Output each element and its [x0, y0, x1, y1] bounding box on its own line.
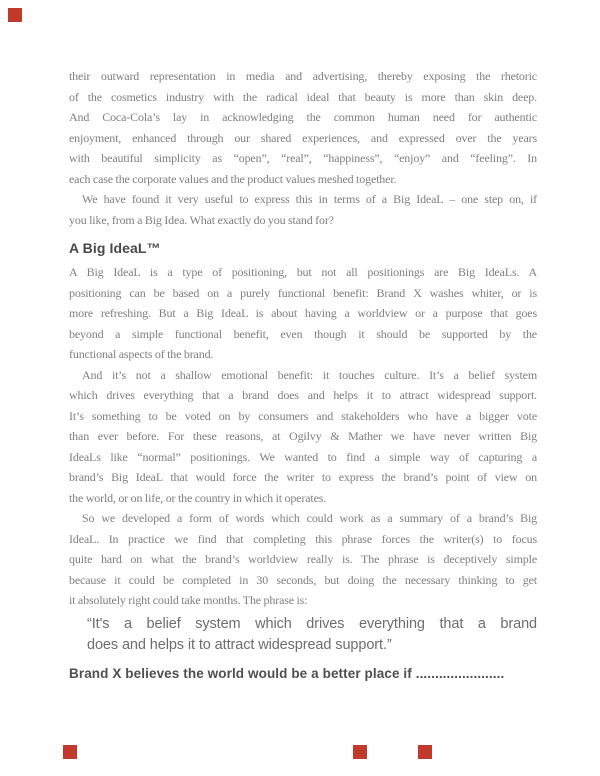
text-line: with beautiful simplicity as “open”, “real”, “happiness”, “enjoy” and “feeling”. In [69, 151, 537, 165]
body-paragraph-2 [69, 189, 537, 230]
text-line: it absolutely right could take months. The phrase is: [69, 593, 308, 607]
text-line: And it’s not a shallow emotional benefit: it touches culture. It’s a belief system [82, 367, 537, 382]
body-paragraph-3 [69, 262, 537, 365]
section-heading: A Big IdeaL™ [69, 240, 161, 256]
text-line: A Big IdeaL is a type of positioning, but not all positionings are Big IdeaLs. A [69, 265, 537, 279]
pull-quote [87, 614, 537, 656]
text-line: of the cosmetics industry with the radical ideal that beauty is more than skin deep. [69, 89, 537, 104]
red-square-marker-icon [8, 8, 22, 22]
text-line: beyond a simple functional benefit, even though it should be supported by the [69, 326, 537, 341]
text-line: the world, or on life, or the country in which it operates. [69, 490, 327, 505]
text-line: enjoyment, enhanced through our shared experiences, and expressed over the years [69, 130, 537, 145]
text-line: And Coca-Cola’s lay in acknowledging the common human need for authentic [69, 110, 537, 124]
brand-x-statement: Brand X believes the world would be a better place if ....................... [69, 665, 505, 681]
body-paragraph-1 [69, 66, 537, 189]
body-paragraph-4 [69, 365, 537, 509]
red-square-marker-icon [418, 745, 432, 759]
text-line: IdeaLs like “normal” positionings. We wanted to find a simple way of capturing a [69, 449, 537, 464]
text-line: It’s something to be voted on by consumers and stakeholders who have a bigger vote [69, 408, 537, 423]
text-line: you like, from a Big Idea. What exactly do you stand for? [69, 212, 334, 227]
text-line: “It's a belief system which drives everything that a brand [87, 615, 537, 632]
body-paragraph-5 [69, 508, 537, 611]
text-line: each case the corporate values and the product values meshed together. [69, 171, 397, 186]
page-text-content [69, 66, 537, 683]
text-line: So we developed a form of words which could work as a summary of a brand’s Big [82, 511, 537, 525]
text-line: IdeaL. In practice we find that completing this phrase forces the writer(s) to focus [69, 531, 537, 546]
red-square-marker-icon [63, 745, 77, 759]
text-line: positioning can be based on a purely functional benefit: Brand X washes whiter, or is [69, 285, 537, 300]
text-line: which drives everything that a brand does and helps it to attract widespread support. [69, 388, 537, 402]
text-line: We have found it very useful to express this in terms of a Big IdeaL – one step on, if [82, 192, 537, 206]
text-line: more refreshing. But a Big IdeaL is about having a worldview or a purpose that goes [69, 306, 537, 320]
text-line: because it could be completed in 30 seconds, but doing the necessary thinking to get [69, 572, 537, 587]
text-line: functional aspects of the brand. [69, 347, 214, 361]
text-line: does and helps it to attract widespread support.” [87, 636, 392, 653]
text-line: than ever before. For these reasons, at Ogilvy & Mather we have never written Big [69, 429, 537, 443]
red-square-marker-icon [353, 745, 367, 759]
text-line: brand’s Big IdeaL that would force the writer to express the brand’s point of view on [69, 470, 537, 484]
text-line: their outward representation in media and advertising, thereby exposing the rhetoric [69, 69, 537, 83]
text-line: quite hard on what the brand’s worldview really is. The phrase is deceptively simple [69, 552, 537, 566]
